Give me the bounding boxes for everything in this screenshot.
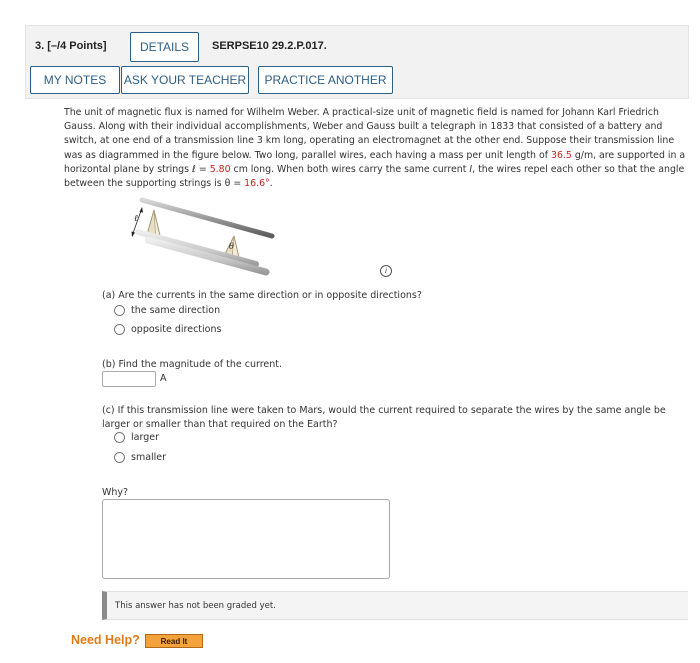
ask-teacher-button[interactable]: ASK YOUR TEACHER: [121, 66, 249, 94]
angle-value: 16.6°: [244, 178, 270, 190]
problem-statement: [64, 106, 686, 191]
option-larger[interactable]: [114, 432, 159, 443]
grading-status: [102, 591, 688, 620]
option-label: the same direction: [131, 305, 221, 316]
practice-another-button[interactable]: PRACTICE ANOTHER: [258, 66, 393, 94]
current-answer-input[interactable]: [102, 371, 156, 387]
part-b-question: (b) Find the magnitude of the current.: [102, 359, 283, 370]
my-notes-button[interactable]: MY NOTES: [30, 66, 120, 94]
radio-button[interactable]: [114, 324, 125, 335]
option-smaller[interactable]: [114, 452, 166, 463]
details-button[interactable]: DETAILS: [130, 32, 199, 62]
radio-button[interactable]: [114, 432, 125, 443]
need-help-label: Need Help?: [71, 633, 140, 647]
wires-figure: [120, 194, 280, 276]
question-number: 3. [–/4 Points]: [35, 40, 107, 52]
grading-status-text: This answer has not been graded yet.: [115, 600, 276, 611]
radio-button[interactable]: [114, 305, 125, 316]
part-a-question: (a) Are the currents in the same direction or in opposite directions?: [102, 290, 422, 301]
support-rod: [142, 200, 272, 236]
mass-value: 36.5: [550, 149, 572, 161]
question-header: [25, 25, 689, 99]
part-c-question: (c) If this transmission line were taken to Mars, would the current required to separate the wires by the same angle be larger or smaller than that required on the Earth?: [102, 405, 666, 430]
info-icon[interactable]: i: [380, 265, 392, 277]
problem-text: g/m, are supported in a horizontal plane by strings ℓ =: [64, 149, 686, 175]
read-it-button[interactable]: Read It: [145, 634, 203, 648]
problem-text: cm long. When both wires carry the same current: [230, 163, 470, 175]
why-label: Why?: [102, 487, 129, 498]
problem-text: , the wires repel each other so that the angle between the supporting strings is θ =: [64, 163, 685, 190]
problem-text: .: [269, 178, 273, 190]
parallel-wires: [138, 232, 266, 272]
option-opposite-directions[interactable]: [114, 324, 221, 335]
option-label: larger: [131, 432, 159, 443]
unit-label: A: [160, 373, 167, 384]
length-value: 5.80: [209, 163, 231, 175]
option-label: opposite directions: [131, 324, 222, 335]
problem-text: The unit of magnetic flux is named for Wilhelm Weber. A practical-size unit of magnetic field is named for Johann Karl Friedrich Gauss. Along with their individual accomplishments, Weber and Gauss built a telegraph in 1833 that consisted of a battery and switch, at one end of a transmission line 3 km long, operating an electromagnet at the other end. Suppose their transmission line was as diagrammed in the figure below. Two long, parallel wires, each having a mass per unit length of: [64, 107, 675, 161]
option-same-direction[interactable]: [114, 305, 220, 316]
radio-button[interactable]: [114, 452, 125, 463]
ell-label: ℓ: [134, 214, 138, 224]
why-textarea[interactable]: [102, 499, 390, 579]
current-symbol: I: [469, 163, 473, 175]
theta-label: θ: [229, 242, 234, 251]
problem-code: SERPSE10 29.2.P.017.: [212, 40, 327, 52]
option-label: smaller: [131, 452, 167, 463]
